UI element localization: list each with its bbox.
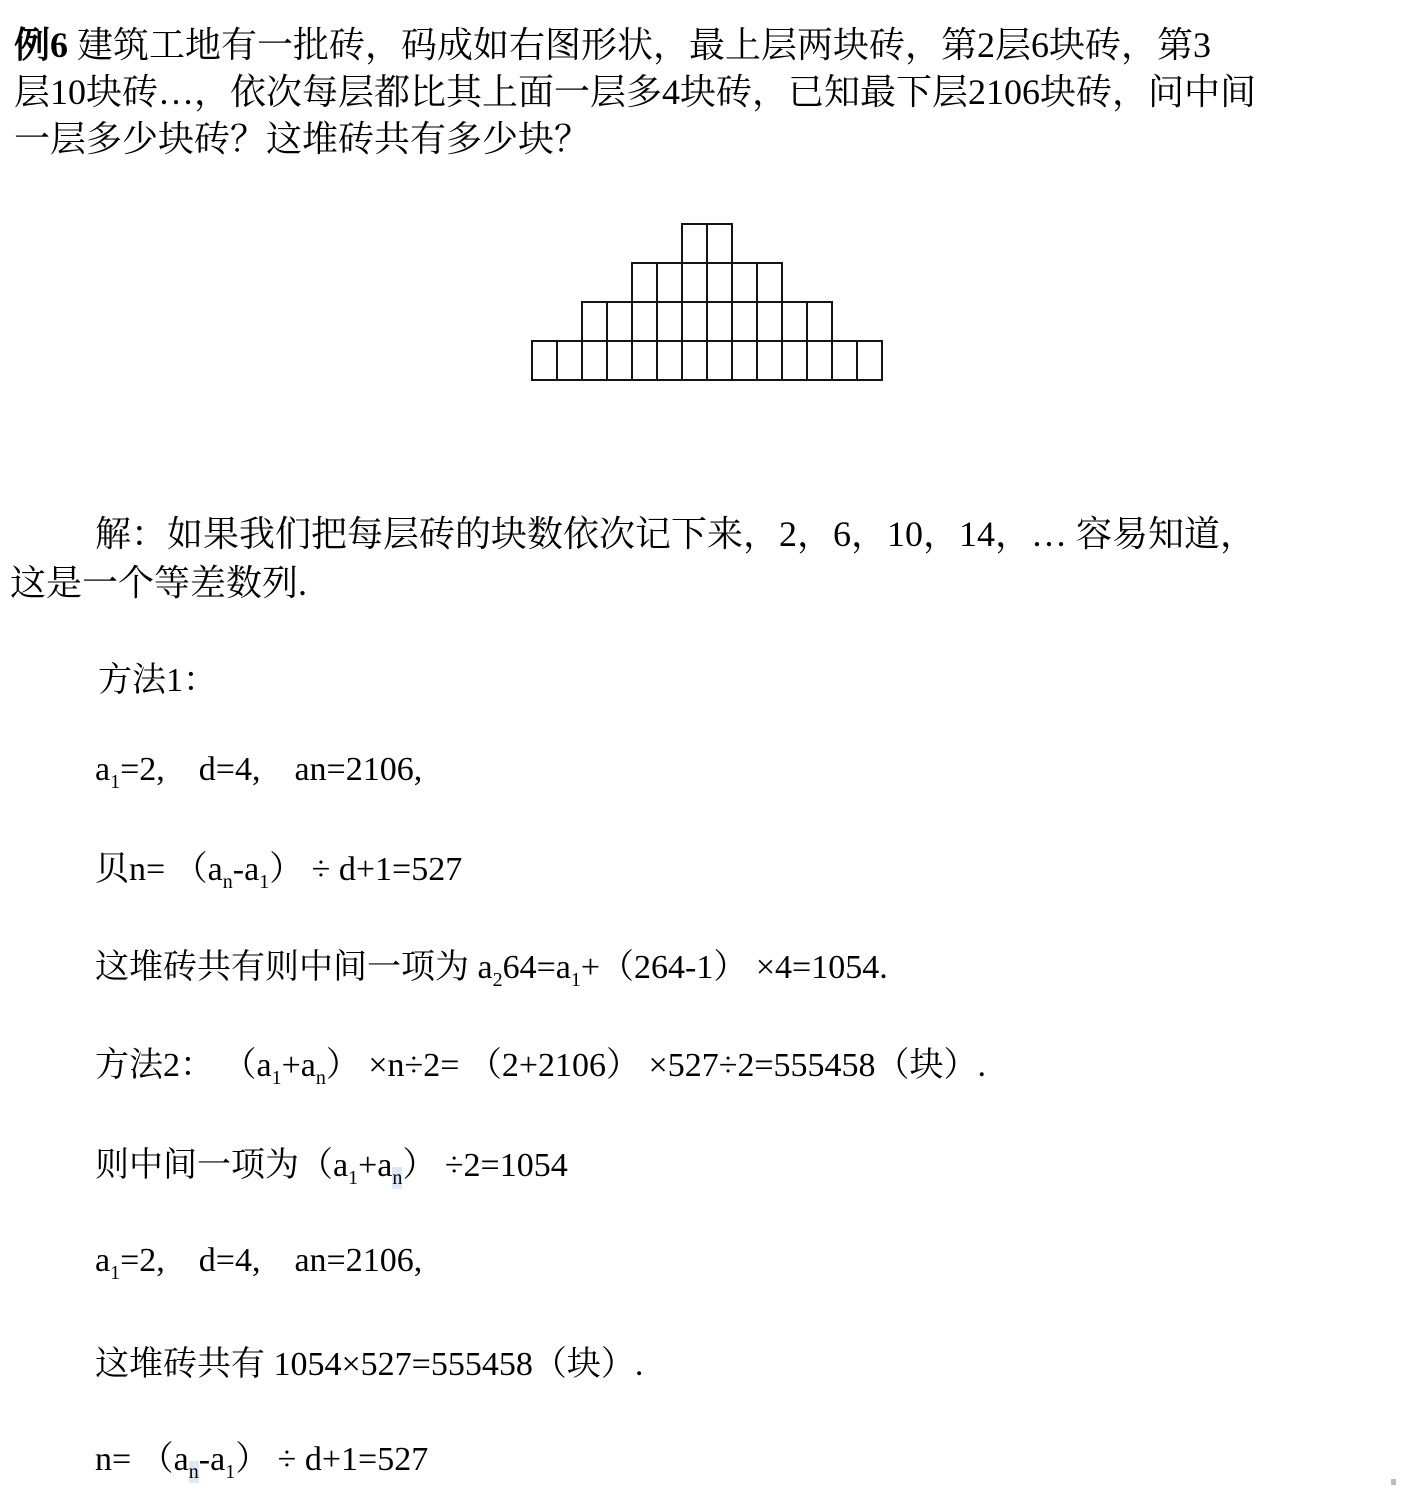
brick [731, 340, 758, 381]
subscript: 2 [492, 968, 503, 991]
brick-row [581, 301, 831, 342]
brick [656, 301, 683, 342]
brick [806, 301, 833, 342]
brick [781, 301, 808, 342]
subscript: 1 [110, 770, 121, 793]
brick [631, 340, 658, 381]
problem-statement [14, 22, 1412, 163]
brick [681, 223, 708, 264]
brick [681, 301, 708, 342]
brick [656, 262, 683, 303]
subscript: 1 [570, 968, 581, 991]
brick-row [681, 223, 731, 264]
brick [756, 262, 783, 303]
brick [706, 301, 733, 342]
method1-given-line: $a_1=2$, d=4, an=2106, [95, 751, 423, 793]
subscript: 1 [348, 1166, 359, 1189]
brick [531, 340, 558, 381]
brick [631, 262, 658, 303]
subscript: n [222, 870, 233, 893]
method1-middle-term-formula: 这堆砖共有则中间一项为 $a_264=a_1+(264-1) \times 4=1054$. [95, 949, 888, 991]
subscript: 1 [271, 1066, 282, 1089]
subscript: n [315, 1066, 326, 1089]
brick [681, 262, 708, 303]
subscript: 1 [225, 1460, 236, 1483]
brick-row [631, 262, 781, 303]
brick [581, 340, 608, 381]
method2-n-formula: $n= (a_n-a_1) \div d+1=527$ [95, 1441, 429, 1483]
brick [731, 301, 758, 342]
subscript: n [188, 1460, 199, 1483]
brick [781, 340, 808, 381]
brick [756, 301, 783, 342]
solution-intro-line-1: 解：如果我们把每层砖的块数依次记下来，2，6，10，14，… 容易知道， [95, 514, 1257, 554]
brick [606, 301, 633, 342]
method2-formula-line: 方法2： $(a_1+a_n) \times n\div 2= (2+2106) \times 527\div 2=555458$（块）. [95, 1047, 987, 1089]
problem-line-3: 一层多少块砖？这堆砖共有多少块？ [14, 119, 591, 159]
brick [756, 340, 783, 381]
brick [681, 340, 708, 381]
method1-label: 方法1： [98, 662, 217, 699]
brick-row [531, 340, 881, 381]
artifact-speck [1391, 1479, 1396, 1485]
method2-given-line: $a_1=2$, d=4, an=2106, [95, 1242, 423, 1284]
brick [606, 340, 633, 381]
brick [706, 223, 733, 264]
problem-label: 例6 [14, 25, 69, 65]
solution-intro [10, 510, 1256, 608]
brick [656, 340, 683, 381]
brick [831, 340, 858, 381]
subscript: 1 [259, 870, 270, 893]
brick [706, 340, 733, 381]
problem-line-1-text: 建筑工地有一批砖，码成如右图形状，最上层两块砖，第2层6块砖，第3 [68, 25, 1212, 65]
subscript: 1 [110, 1261, 121, 1284]
brick [856, 340, 883, 381]
subscript: n [392, 1166, 403, 1189]
brick [806, 340, 833, 381]
brick-diagram [531, 223, 881, 379]
method1-n-formula: 贝$n= (a_n-a_1) \div d+1=527$ [95, 851, 463, 893]
method2-total-formula: 这堆砖共有 1054×527=555458（块）. [95, 1346, 644, 1383]
brick [731, 262, 758, 303]
brick [706, 262, 733, 303]
problem-line-2: 层10块砖…，依次每层都比其上面一层多4块砖，已知最下层2106块砖，问中间 [14, 72, 1257, 112]
brick [556, 340, 583, 381]
solution-intro-line-2: 这是一个等差数列. [10, 563, 308, 603]
method2-middle-term-formula: 则中间一项为$(a_1+a_n) \div 2=1054$ [95, 1147, 568, 1189]
problem-line-1 [14, 22, 1412, 69]
brick [631, 301, 658, 342]
brick [581, 301, 608, 342]
